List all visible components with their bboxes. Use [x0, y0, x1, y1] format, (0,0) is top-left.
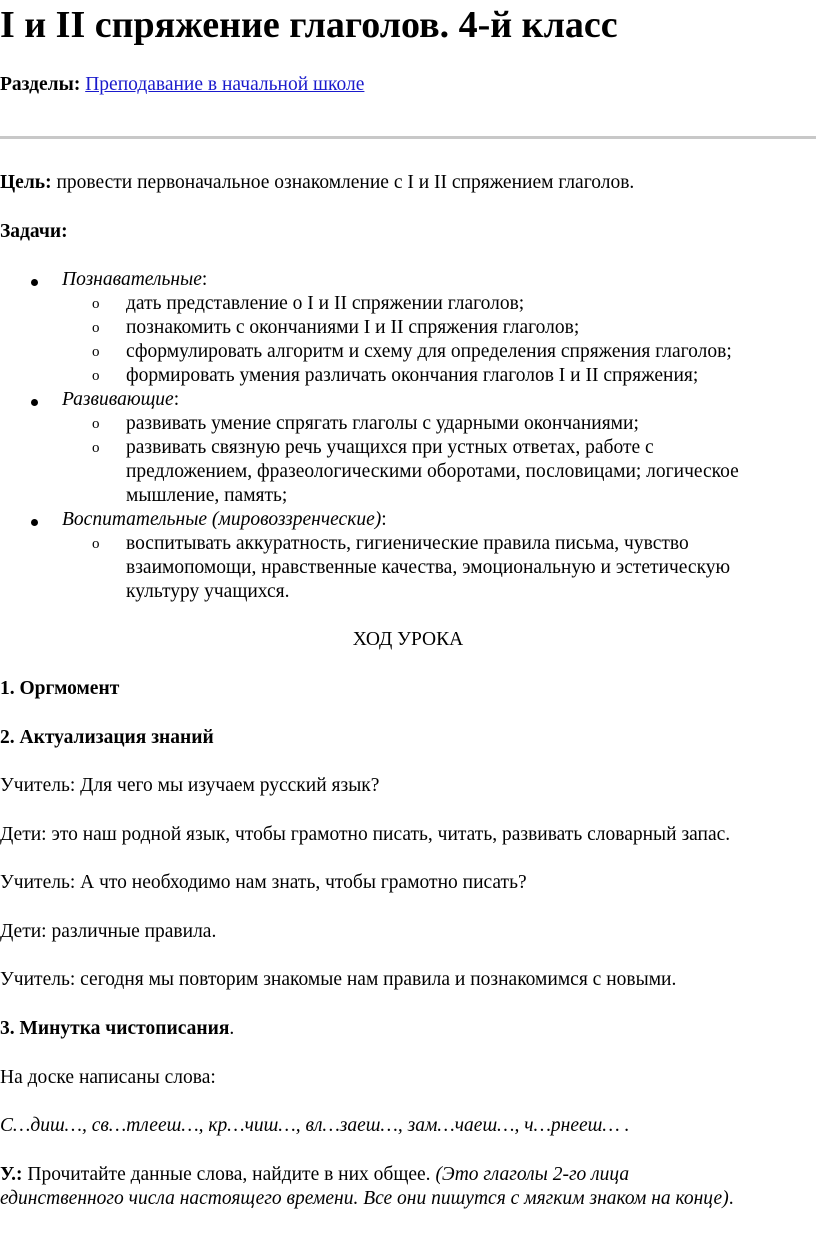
list-item: развивать связную речь учащихся при устных ответах, работе с — [126, 437, 654, 458]
horizontal-divider — [0, 136, 816, 139]
teacher-note: (Это глаголы 2-го лица — [435, 1164, 630, 1185]
teacher-text: Прочитайте данные слова, найдите в них общее. — [22, 1164, 436, 1185]
task-group-developing — [62, 388, 179, 412]
circle-bullet-icon: o — [92, 320, 100, 336]
bullet-icon — [31, 279, 38, 286]
bullet-icon — [31, 399, 38, 406]
task-group-cognitive — [62, 268, 207, 292]
dialogue-line: Дети: это наш родной язык, чтобы грамотно писать, читать, развивать словарный запас. — [0, 824, 731, 845]
dialogue-line: Дети: различные правила. — [0, 921, 217, 942]
circle-bullet-icon: o — [92, 344, 100, 360]
teacher-line-continuation — [0, 1187, 734, 1211]
list-item-continuation: мышление, память; — [126, 485, 288, 506]
sections-label: Разделы: — [0, 74, 81, 95]
goal-text: провести первоначальное ознакомление с I и II спряжением глаголов. — [51, 172, 635, 193]
task-group-name: Воспитательные (мировоззренческие) — [62, 509, 382, 530]
step-1-heading: 1. Оргмомент — [0, 678, 120, 699]
step-3-dot: . — [229, 1018, 235, 1039]
list-item: формировать умения различать окончания глаголов I и II спряжения; — [126, 365, 699, 386]
teacher-line — [0, 1163, 629, 1187]
circle-bullet-icon: o — [92, 416, 100, 432]
step-3-heading — [0, 1017, 234, 1041]
goal-line — [0, 171, 634, 195]
board-intro: На доске написаны слова: — [0, 1067, 216, 1088]
sections-link[interactable]: Преподавание в начальной школе — [85, 74, 365, 95]
teacher-note-end: . — [728, 1188, 734, 1209]
goal-label: Цель: — [0, 172, 52, 193]
task-group-name: Развивающие — [62, 389, 174, 410]
list-item: сформулировать алгоритм и схему для определения спряжения глаголов; — [126, 341, 732, 362]
list-item: воспитывать аккуратность, гигиенические правила письма, чувство — [126, 533, 689, 554]
teacher-label: У.: — [0, 1164, 23, 1185]
list-item: развивать умение спрягать глаголы с ударными окончаниями; — [126, 413, 639, 434]
tasks-label: Задачи: — [0, 221, 68, 242]
list-item-continuation: предложением, фразеологическими оборотами, пословицами; логическое — [126, 461, 739, 482]
sections-line — [0, 73, 364, 97]
teacher-note-continued: единственного числа настоящего времени. Все они пишутся с мягким знаком на конце) — [0, 1188, 729, 1209]
circle-bullet-icon: o — [92, 296, 100, 312]
list-item-continuation: взаимопомощи, нравственные качества, эмоциональную и эстетическую — [126, 557, 731, 578]
page-title: I и II спряжение глаголов. 4-й класс — [0, 4, 618, 46]
task-group-educational — [62, 508, 387, 532]
lesson-heading: ХОД УРОКА — [352, 629, 464, 650]
dialogue-line: Учитель: сегодня мы повторим знакомые нам правила и познакомимся с новыми. — [0, 969, 677, 990]
dialogue-line: Учитель: Для чего мы изучаем русский язык? — [0, 775, 380, 796]
task-group-colon: : — [201, 269, 208, 290]
board-words: С…диш…, св…тлееш…, кр…чиш…, вл…заеш…, зам…чаеш…, ч…рнееш… . — [0, 1115, 630, 1136]
list-item-continuation: культуру учащихся. — [126, 581, 290, 602]
circle-bullet-icon: o — [92, 368, 100, 384]
list-item: дать представление о I и II спряжении глаголов; — [126, 293, 525, 314]
step-2-heading: 2. Актуализация знаний — [0, 727, 214, 748]
task-group-colon: : — [173, 389, 180, 410]
task-group-name: Познавательные — [62, 269, 202, 290]
bullet-icon — [31, 519, 38, 526]
step-3-title: 3. Минутка чистописания — [0, 1018, 230, 1039]
circle-bullet-icon: o — [92, 536, 100, 552]
dialogue-line: Учитель: А что необходимо нам знать, чтобы грамотно писать? — [0, 872, 527, 893]
circle-bullet-icon: o — [92, 440, 100, 456]
list-item: познакомить с окончаниями I и II спряжения глаголов; — [126, 317, 580, 338]
task-group-colon: : — [381, 509, 387, 530]
